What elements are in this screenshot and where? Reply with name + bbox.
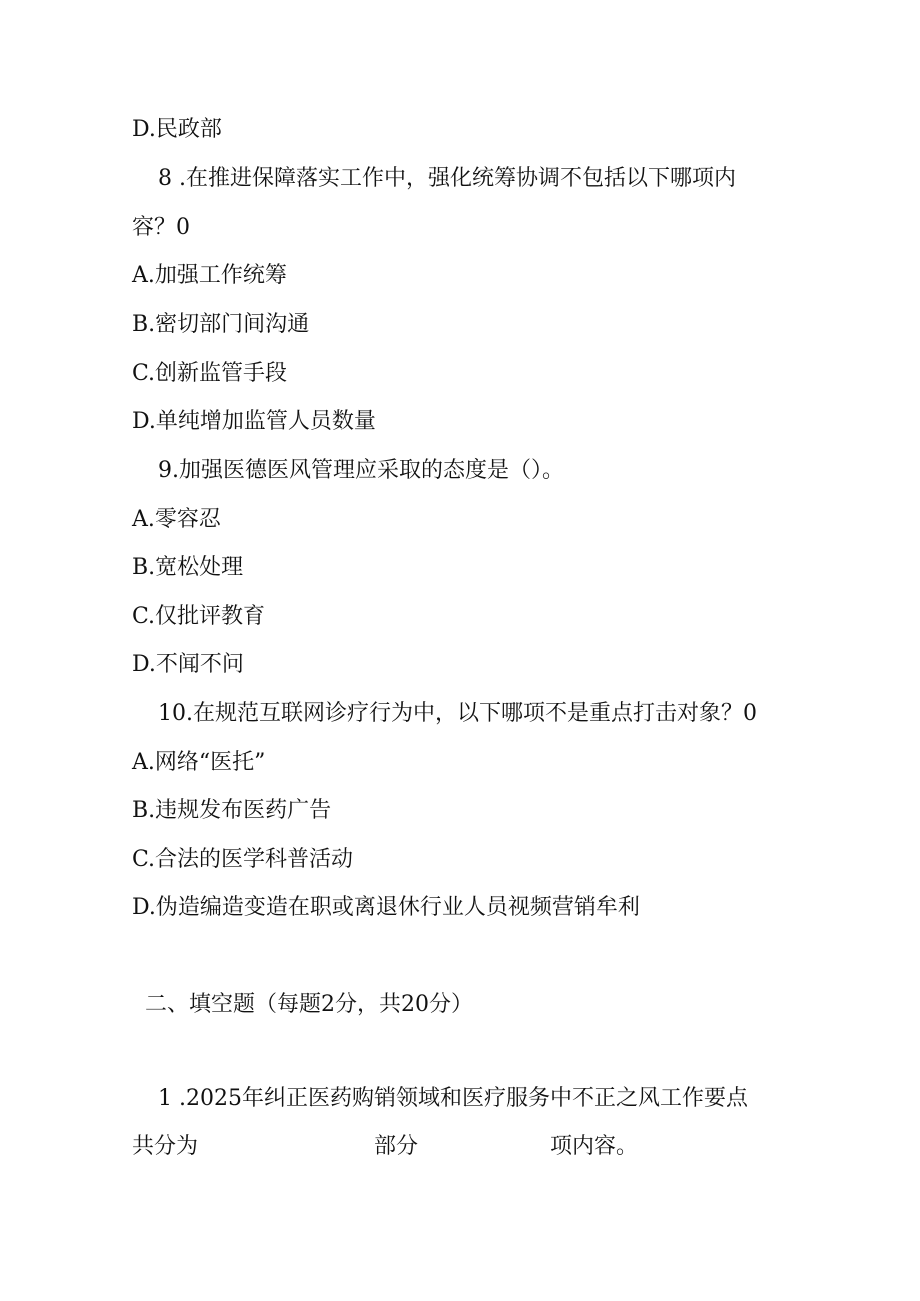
q9-option-b: B.宽松处理: [132, 555, 244, 580]
fill1-stem-middle: 部分: [374, 1134, 419, 1159]
q9-option-a: A.零容忍: [132, 507, 221, 532]
q9-stem: 9.加强医德医风管理应采取的态度是（）。: [158, 458, 564, 483]
q10-option-d: D.伪造编造变造在职或离退休行业人员视频营销牟利: [132, 895, 640, 920]
section2-heading: 二、填空题（每题2分，共20分）: [145, 992, 473, 1017]
q9-option-d: D.不闻不问: [132, 652, 244, 677]
q8-option-c: C.创新监管手段: [132, 361, 288, 386]
q10-option-a: A.网络“医托”: [132, 750, 266, 775]
q8-stem-line2: 容？0: [132, 215, 190, 240]
q8-option-b: B.密切部门间沟通: [132, 312, 310, 337]
q8-option-d: D.单纯增加监管人员数量: [132, 409, 376, 434]
q10-stem: 10.在规范互联网诊疗行为中，以下哪项不是重点打击对象？0: [158, 701, 757, 726]
q10-option-c: C.合法的医学科普活动: [132, 847, 354, 872]
q7-option-d: D.民政部: [132, 117, 222, 142]
fill1-stem-line1: 1 .2025年纠正医药购销领域和医疗服务中不正之风工作要点: [158, 1086, 748, 1111]
q9-option-c: C.仅批评教育: [132, 604, 266, 629]
fill1-stem-line2: [132, 1136, 638, 1158]
fill1-stem-prefix: 共分为: [132, 1134, 199, 1159]
q10-option-b: B.违规发布医药广告: [132, 798, 332, 823]
q8-option-a: A.加强工作统筹: [132, 263, 287, 288]
q8-stem-line1: 8 .在推进保障落实工作中，强化统筹协调不包括以下哪项内: [158, 166, 736, 191]
fill1-stem-suffix: 项内容。: [550, 1134, 639, 1159]
